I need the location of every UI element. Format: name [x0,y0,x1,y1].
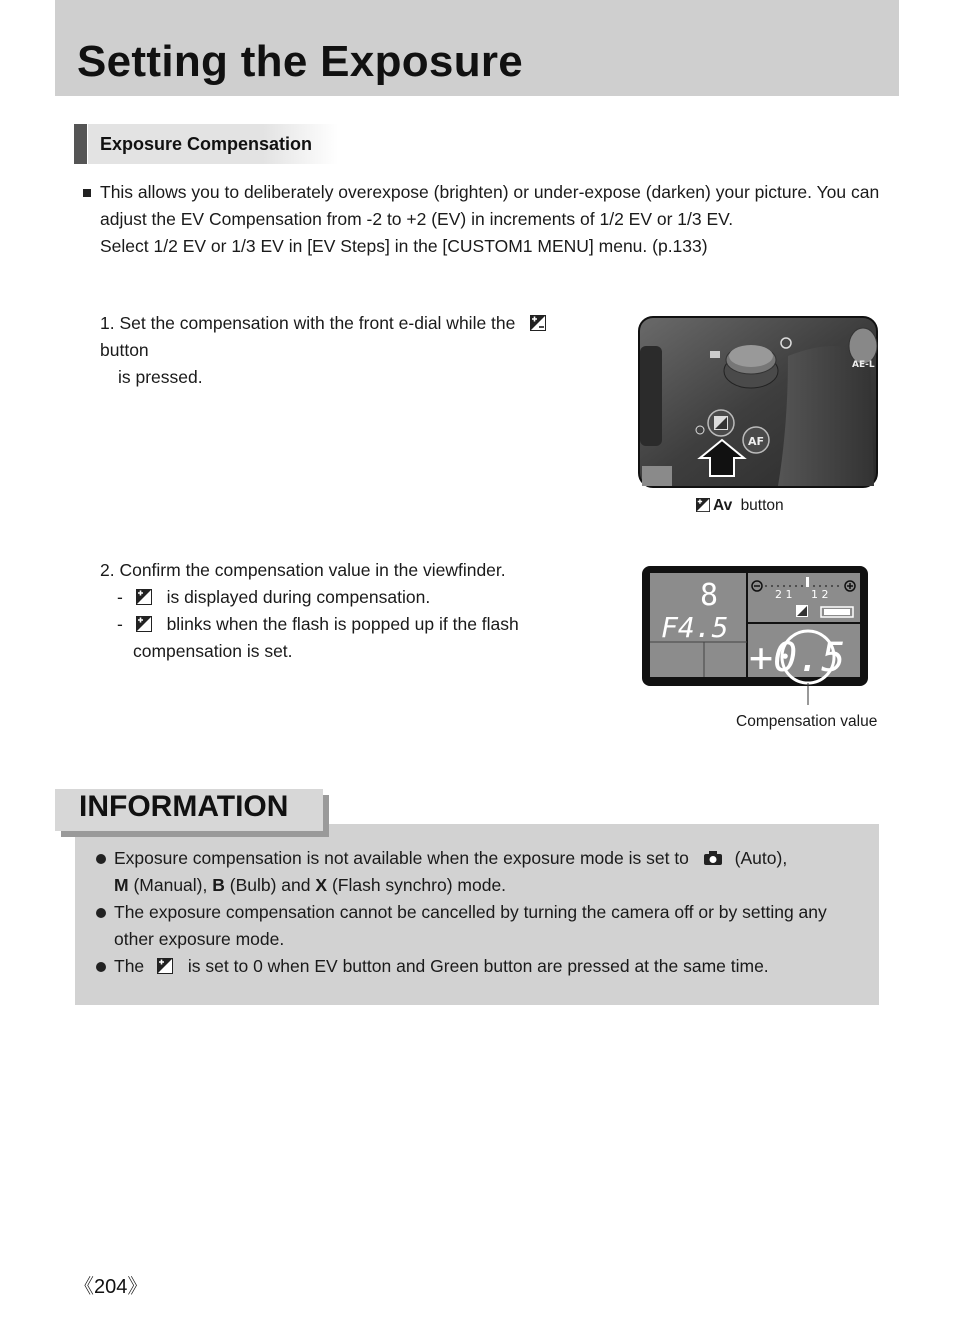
mode-m: M [114,875,129,895]
ev-compensation-icon [136,589,152,605]
intro-line-1: This allows you to deliberately overexpose (brighten) or under-expose (darken) your picture. You can [100,182,880,202]
info-bullet-2 [96,899,876,953]
mode-b: B [212,875,225,895]
compensation-value-caption: Compensation value [736,713,878,730]
information-title: INFORMATION [79,790,289,823]
viewfinder-lcd-illustration [641,565,869,705]
page-number: 《204》 [74,1276,148,1298]
bullet-dot-icon [96,854,106,864]
section-title: Exposure Compensation [100,134,313,154]
mode-b-text: (Bulb) and [229,875,311,895]
step-2-text [100,557,620,665]
av-label: Av [713,497,733,514]
ae-l-label: AE-L [852,360,875,370]
intro-line-3: Select 1/2 EV or 1/3 EV in [EV Steps] in the [CUSTOM1 MENU] menu. (p.133) [100,236,708,256]
info-bullet-1 [96,845,876,899]
page-title: Setting the Exposure [77,37,524,86]
step-2-sub-1 [100,584,620,611]
av-button-caption [696,496,784,516]
bullet-dot-icon [96,908,106,918]
step-2-line-1: 2. Confirm the compensation value in the viewfinder. [100,560,506,580]
mode-x-text: (Flash synchro) mode. [331,875,507,895]
info-bullet-3 [96,953,876,980]
step-2-sub-2-cont: compensation is set. [133,641,293,661]
step-1-text [100,310,600,391]
info-b1-text-b: (Auto), [734,848,788,868]
lcd-top-value: 8 [700,578,719,613]
camera-auto-icon [704,846,722,860]
step-2-sub-2 [100,611,620,638]
info-b3-text-a: The [114,956,145,976]
info-b1-line-2 [114,872,876,899]
mode-m-text: (Manual), [133,875,208,895]
ev-compensation-icon [696,498,710,512]
info-b2-line-1: The exposure compensation cannot be cancelled by turning the camera off or by setting any [114,902,827,922]
info-b2-line-2: other exposure mode. [114,929,285,949]
bullet-dot-icon [96,962,106,972]
ev-compensation-icon [530,315,546,331]
step-2-sub-1-text: is displayed during compensation. [166,587,431,607]
step-1-line-2: is pressed. [118,367,203,387]
lcd-scale-right: 1 2 [811,588,829,601]
camera-illustration [638,316,878,488]
lcd-scale-left: 2 1 [775,588,793,601]
dash: - [117,614,123,634]
info-b1-text-a: Exposure compensation is not available when the exposure mode is set to [114,848,689,868]
square-bullet-icon [83,189,91,197]
section-bar [74,124,87,164]
step-1-text-a: 1. Set the compensation with the front e-dial while the [100,313,516,333]
af-label: AF [748,435,765,448]
info-b3-text-b: is set to 0 when EV button and Green button are pressed at the same time. [187,956,769,976]
button-label: button [740,497,784,514]
step-2-sub-2-text: blinks when the flash is popped up if the flash [166,614,519,634]
intro-paragraph [100,179,900,260]
ev-compensation-icon [157,958,173,974]
mode-x: X [315,875,328,895]
ev-compensation-icon [136,616,152,632]
step-1-text-b: button [100,340,149,360]
step-1-line-1 [100,310,600,364]
intro-line-2: adjust the EV Compensation from -2 to +2 (EV) in increments of 1/2 EV or 1/3 EV. [100,209,734,229]
information-list [96,845,876,980]
lcd-compensation-value: +0.5 [749,635,846,681]
dash: - [117,587,123,607]
lcd-aperture: F4.5 [661,611,729,644]
